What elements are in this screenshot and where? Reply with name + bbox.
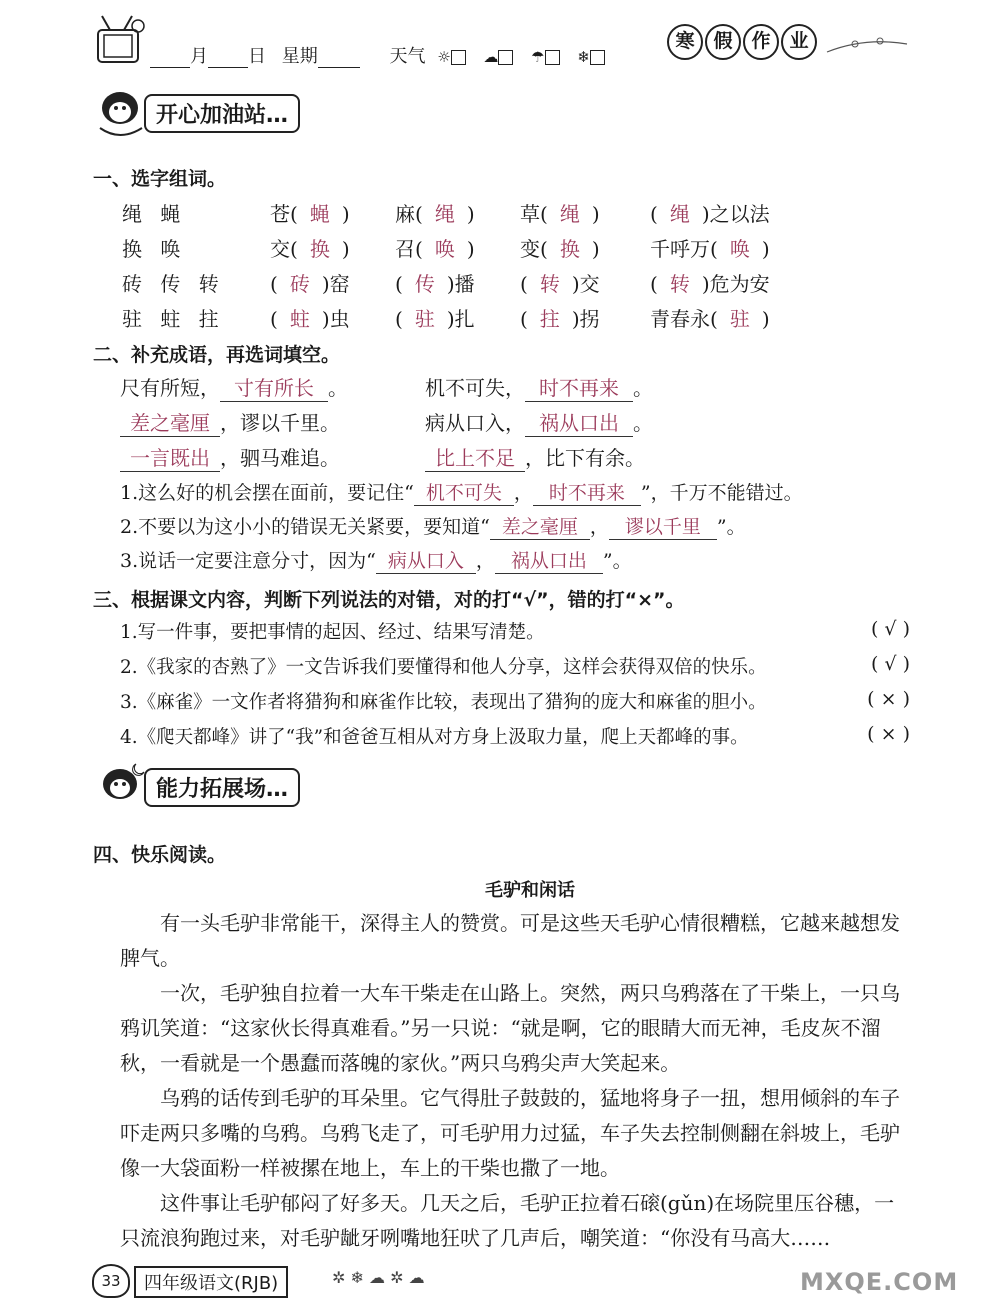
penguin-mascot-icon [92, 84, 148, 144]
fill-sentence [120, 512, 746, 540]
banner-char: 寒 [667, 24, 703, 60]
idiom-prefix: 病从口入， [425, 411, 525, 435]
month-blank[interactable] [150, 47, 190, 68]
story-paragraph: 乌鸦的话传到毛驴的耳朵里。它气得肚子鼓鼓的，猛地将身子一扭，想用倾斜的车子吓走两只多嘴的乌鸦。乌鸦飞走了，可毛驴用力过猛，车子失去控制侧翻在斜坡上，毛驴像一大袋面粉一样被摞在地上，车上的干柴也撒了一地。 [120, 1086, 900, 1180]
answer-text[interactable]: 唤 [729, 237, 750, 261]
page-header [90, 12, 910, 72]
idiom-suffix: ，比下有余。 [525, 446, 645, 470]
rain-icon: ☂ [531, 48, 545, 66]
sentence-suffix: ”。 [716, 516, 746, 538]
banner-char: 假 [705, 24, 741, 60]
idiom-suffix: 。 [633, 411, 653, 435]
answer-text[interactable]: 拄 [539, 307, 560, 331]
word-prefix: 召( [395, 237, 423, 261]
char-group: 换 唤 [122, 237, 187, 261]
weather-checkbox-cloudy[interactable] [498, 50, 513, 65]
word-blank-item [520, 268, 600, 297]
word-prefix: ( [270, 307, 278, 331]
word-suffix: ) [466, 237, 475, 261]
answer-text[interactable]: 转 [539, 272, 560, 296]
word-blank-item [520, 303, 600, 332]
word-blank-item [395, 233, 475, 262]
fill-sentence [120, 546, 632, 574]
section-badge-happy [92, 84, 332, 130]
story-paragraph: 有一头毛驴非常能干，深得主人的赞赏。可是这些天毛驴心情很糟糕，它越来越想发脾气。 [120, 911, 900, 970]
section1-title: 一、选字组词。 [93, 168, 227, 190]
word-blank-item [395, 303, 475, 332]
word-prefix: ( [395, 307, 403, 331]
section-badge-ability [92, 758, 332, 804]
idiom-item [120, 442, 340, 472]
word-prefix: 苍( [270, 202, 298, 226]
word-blank-item [650, 268, 770, 297]
idiom-item [425, 407, 653, 437]
word-prefix: 交( [270, 237, 298, 261]
word-prefix: ( [650, 202, 658, 226]
word-blank-item [650, 198, 770, 227]
word-suffix: )危为安 [701, 272, 770, 296]
fill-answer[interactable]: 时不再来 [533, 478, 641, 506]
idiom-answer[interactable]: 比上不足 [425, 442, 525, 472]
word-suffix: ) [591, 237, 600, 261]
day-blank[interactable] [208, 47, 248, 68]
word-suffix: )窑 [321, 272, 350, 296]
banner-char: 业 [781, 24, 817, 60]
word-prefix: ( [520, 307, 528, 331]
answer-text[interactable]: 唤 [434, 237, 455, 261]
word-prefix: ( [270, 272, 278, 296]
idiom-answer[interactable]: 时不再来 [525, 372, 633, 402]
story-paragraph: 一次，毛驴独自拉着一大车干柴走在山路上。突然，两只乌鸦落在了干柴上，一只乌鸦讥笑道：“这家伙长得真难看。”另一只说：“就是啊，它的眼睛大而无神，毛皮灰不溜秋，一看就是一个愚蠢而落魄的家伙。”两只乌鸦尖声大笑起来。 [120, 981, 900, 1075]
answer-text[interactable]: 转 [669, 272, 690, 296]
sentence-prefix: 2.不要以为这小小的错误无关紧要，要知道“ [120, 516, 490, 538]
idiom-prefix: 尺有所短， [120, 376, 220, 400]
idiom-answer[interactable]: 祸从口出 [525, 407, 633, 437]
char-group: 驻 蛀 拄 [122, 307, 225, 331]
month-label: 月 [190, 46, 208, 67]
char-group: 砖 传 转 [122, 272, 225, 296]
idiom-suffix: ，谬以千里。 [220, 411, 340, 435]
penguin-moon-mascot-icon [92, 758, 152, 818]
idiom-answer[interactable]: 一言既出 [120, 442, 220, 472]
weather-options [437, 46, 617, 67]
word-suffix: )拐 [571, 307, 600, 331]
idiom-item [425, 442, 645, 472]
fill-answer[interactable]: 病从口入 [376, 546, 476, 574]
word-blank-item [520, 233, 600, 262]
word-prefix: ( [520, 272, 528, 296]
word-blank-item [270, 233, 350, 262]
sun-icon: ☼ [437, 48, 451, 66]
word-prefix: 青春永( [650, 307, 718, 331]
weather-checkbox-snow[interactable] [590, 50, 605, 65]
sentence-comma: ， [475, 550, 495, 572]
section3-title: 三、根据课文内容，判断下列说法的对错，对的打“√”，错的打“×”。 [93, 589, 685, 611]
idiom-item [120, 407, 340, 437]
day-label: 日 [248, 46, 266, 67]
answer-text[interactable]: 换 [309, 237, 330, 261]
word-blank-item [270, 198, 350, 227]
word-prefix: 千呼万( [650, 237, 718, 261]
answer-text[interactable]: 传 [414, 272, 435, 296]
answer-text[interactable]: 绳 [669, 202, 690, 226]
badge-title: 能力拓展场… [144, 768, 300, 807]
word-blank-item [270, 268, 350, 297]
idiom-suffix: 。 [328, 376, 348, 400]
weekday-blank[interactable] [318, 47, 360, 68]
word-prefix: ( [395, 272, 403, 296]
weather-checkbox-sunny[interactable] [451, 50, 466, 65]
idiom-suffix: ，驷马难追。 [220, 446, 340, 470]
word-suffix: )之以法 [701, 202, 770, 226]
word-prefix: ( [650, 272, 658, 296]
sentence-suffix: ”，千万不能错过。 [640, 482, 803, 504]
answer-text[interactable]: 蝇 [309, 202, 330, 226]
word-blank-item [395, 198, 475, 227]
sentence-comma: ， [589, 516, 609, 538]
snow-icon: ❄ [577, 48, 590, 66]
sentence-prefix: 1.这么好的机会摆在面前，要记住“ [120, 482, 414, 504]
word-suffix: ) [761, 237, 770, 261]
word-blank-item [270, 303, 350, 332]
word-blank-item [650, 233, 770, 262]
book-label: 四年级语文(RJB) [134, 1266, 288, 1298]
judgement-statement: 1.写一件事，要把事情的起因、经过、结果写清楚。 [120, 622, 545, 643]
word-suffix: ) [591, 202, 600, 226]
word-suffix: ) [341, 202, 350, 226]
judgement-mark[interactable]: ( × ) [867, 688, 910, 710]
word-suffix: ) [466, 202, 475, 226]
section4-title: 四、快乐阅读。 [93, 844, 227, 866]
idiom-prefix: 机不可失， [425, 376, 525, 400]
date-weather-line [150, 42, 617, 68]
word-prefix: 麻( [395, 202, 423, 226]
judgement-mark[interactable]: ( × ) [867, 723, 910, 745]
sentence-comma: ， [513, 482, 533, 504]
weather-checkbox-rain[interactable] [545, 50, 560, 65]
story-paragraph: 这件事让毛驴郁闷了好多天。几天之后，毛驴正拉着石磙(gǔn)在场院里压谷穗，一只流浪狗跑过来，对毛驴龇牙咧嘴地狂吠了几声后，嘲笑道：“你没有马高大…… [120, 1191, 895, 1250]
idiom-answer[interactable]: 寸有所长 [220, 372, 328, 402]
char-group: 绳 蝇 [122, 202, 187, 226]
tv-mascot-icon [90, 12, 150, 70]
watermark: MXQE.COM [800, 1268, 959, 1296]
word-suffix: )播 [446, 272, 475, 296]
page-number: 33 [92, 1264, 130, 1298]
word-suffix: )交 [571, 272, 600, 296]
sentence-suffix: ”。 [602, 550, 632, 572]
word-prefix: 变( [520, 237, 548, 261]
story-title: 毛驴和闲话 [485, 880, 575, 901]
answer-text[interactable]: 砖 [289, 272, 310, 296]
fill-answer[interactable]: 机不可失 [414, 478, 514, 506]
fill-sentence [120, 478, 803, 506]
weekday-label: 星期 [281, 46, 318, 67]
badge-title: 开心加油站… [144, 94, 300, 133]
idiom-item [120, 372, 348, 402]
snowflake-decoration-icon: ✲ ❄ ☁ ✲ ☁ [332, 1268, 425, 1287]
word-blank-item [395, 268, 475, 297]
word-suffix: )扎 [446, 307, 475, 331]
banner-char: 作 [743, 24, 779, 60]
page-footer [92, 1262, 472, 1298]
judgement-statement: 4.《爬天都峰》讲了“我”和爸爸互相从对方身上汲取力量，爬上天都峰的事。 [120, 727, 749, 748]
answer-text[interactable]: 驻 [729, 307, 750, 331]
idiom-suffix: 。 [633, 376, 653, 400]
fill-answer[interactable]: 谬以千里 [609, 512, 717, 540]
word-blank-item [520, 198, 600, 227]
judgement-statement: 3.《麻雀》一文作者将猎狗和麻雀作比较，表现出了猎狗的庞大和麻雀的胆小。 [120, 692, 767, 713]
judgement-mark[interactable]: ( √ ) [870, 653, 910, 675]
section2-title: 二、补充成语，再选词填空。 [93, 344, 341, 366]
word-suffix: ) [761, 307, 770, 331]
word-suffix: )虫 [321, 307, 350, 331]
answer-text[interactable]: 绳 [559, 202, 580, 226]
idiom-item [425, 372, 653, 402]
word-suffix: ) [341, 237, 350, 261]
word-blank-item [650, 303, 770, 332]
cloud-icon: ☁ [483, 48, 499, 66]
weather-label: 天气 [389, 46, 426, 67]
answer-text[interactable]: 蛀 [289, 307, 310, 331]
sentence-prefix: 3.说话一定要注意分寸，因为“ [120, 550, 376, 572]
judgement-mark[interactable]: ( √ ) [870, 618, 910, 640]
branch-decoration-icon [825, 32, 910, 62]
idiom-answer[interactable]: 差之毫厘 [120, 407, 220, 437]
fill-answer[interactable]: 差之毫厘 [490, 512, 590, 540]
answer-text[interactable]: 驻 [414, 307, 435, 331]
word-prefix: 草( [520, 202, 548, 226]
answer-text[interactable]: 绳 [434, 202, 455, 226]
judgement-statement: 2.《我家的杏熟了》一文告诉我们要懂得和他人分享，这样会获得双倍的快乐。 [120, 657, 767, 678]
fill-answer[interactable]: 祸从口出 [495, 546, 603, 574]
answer-text[interactable]: 换 [559, 237, 580, 261]
